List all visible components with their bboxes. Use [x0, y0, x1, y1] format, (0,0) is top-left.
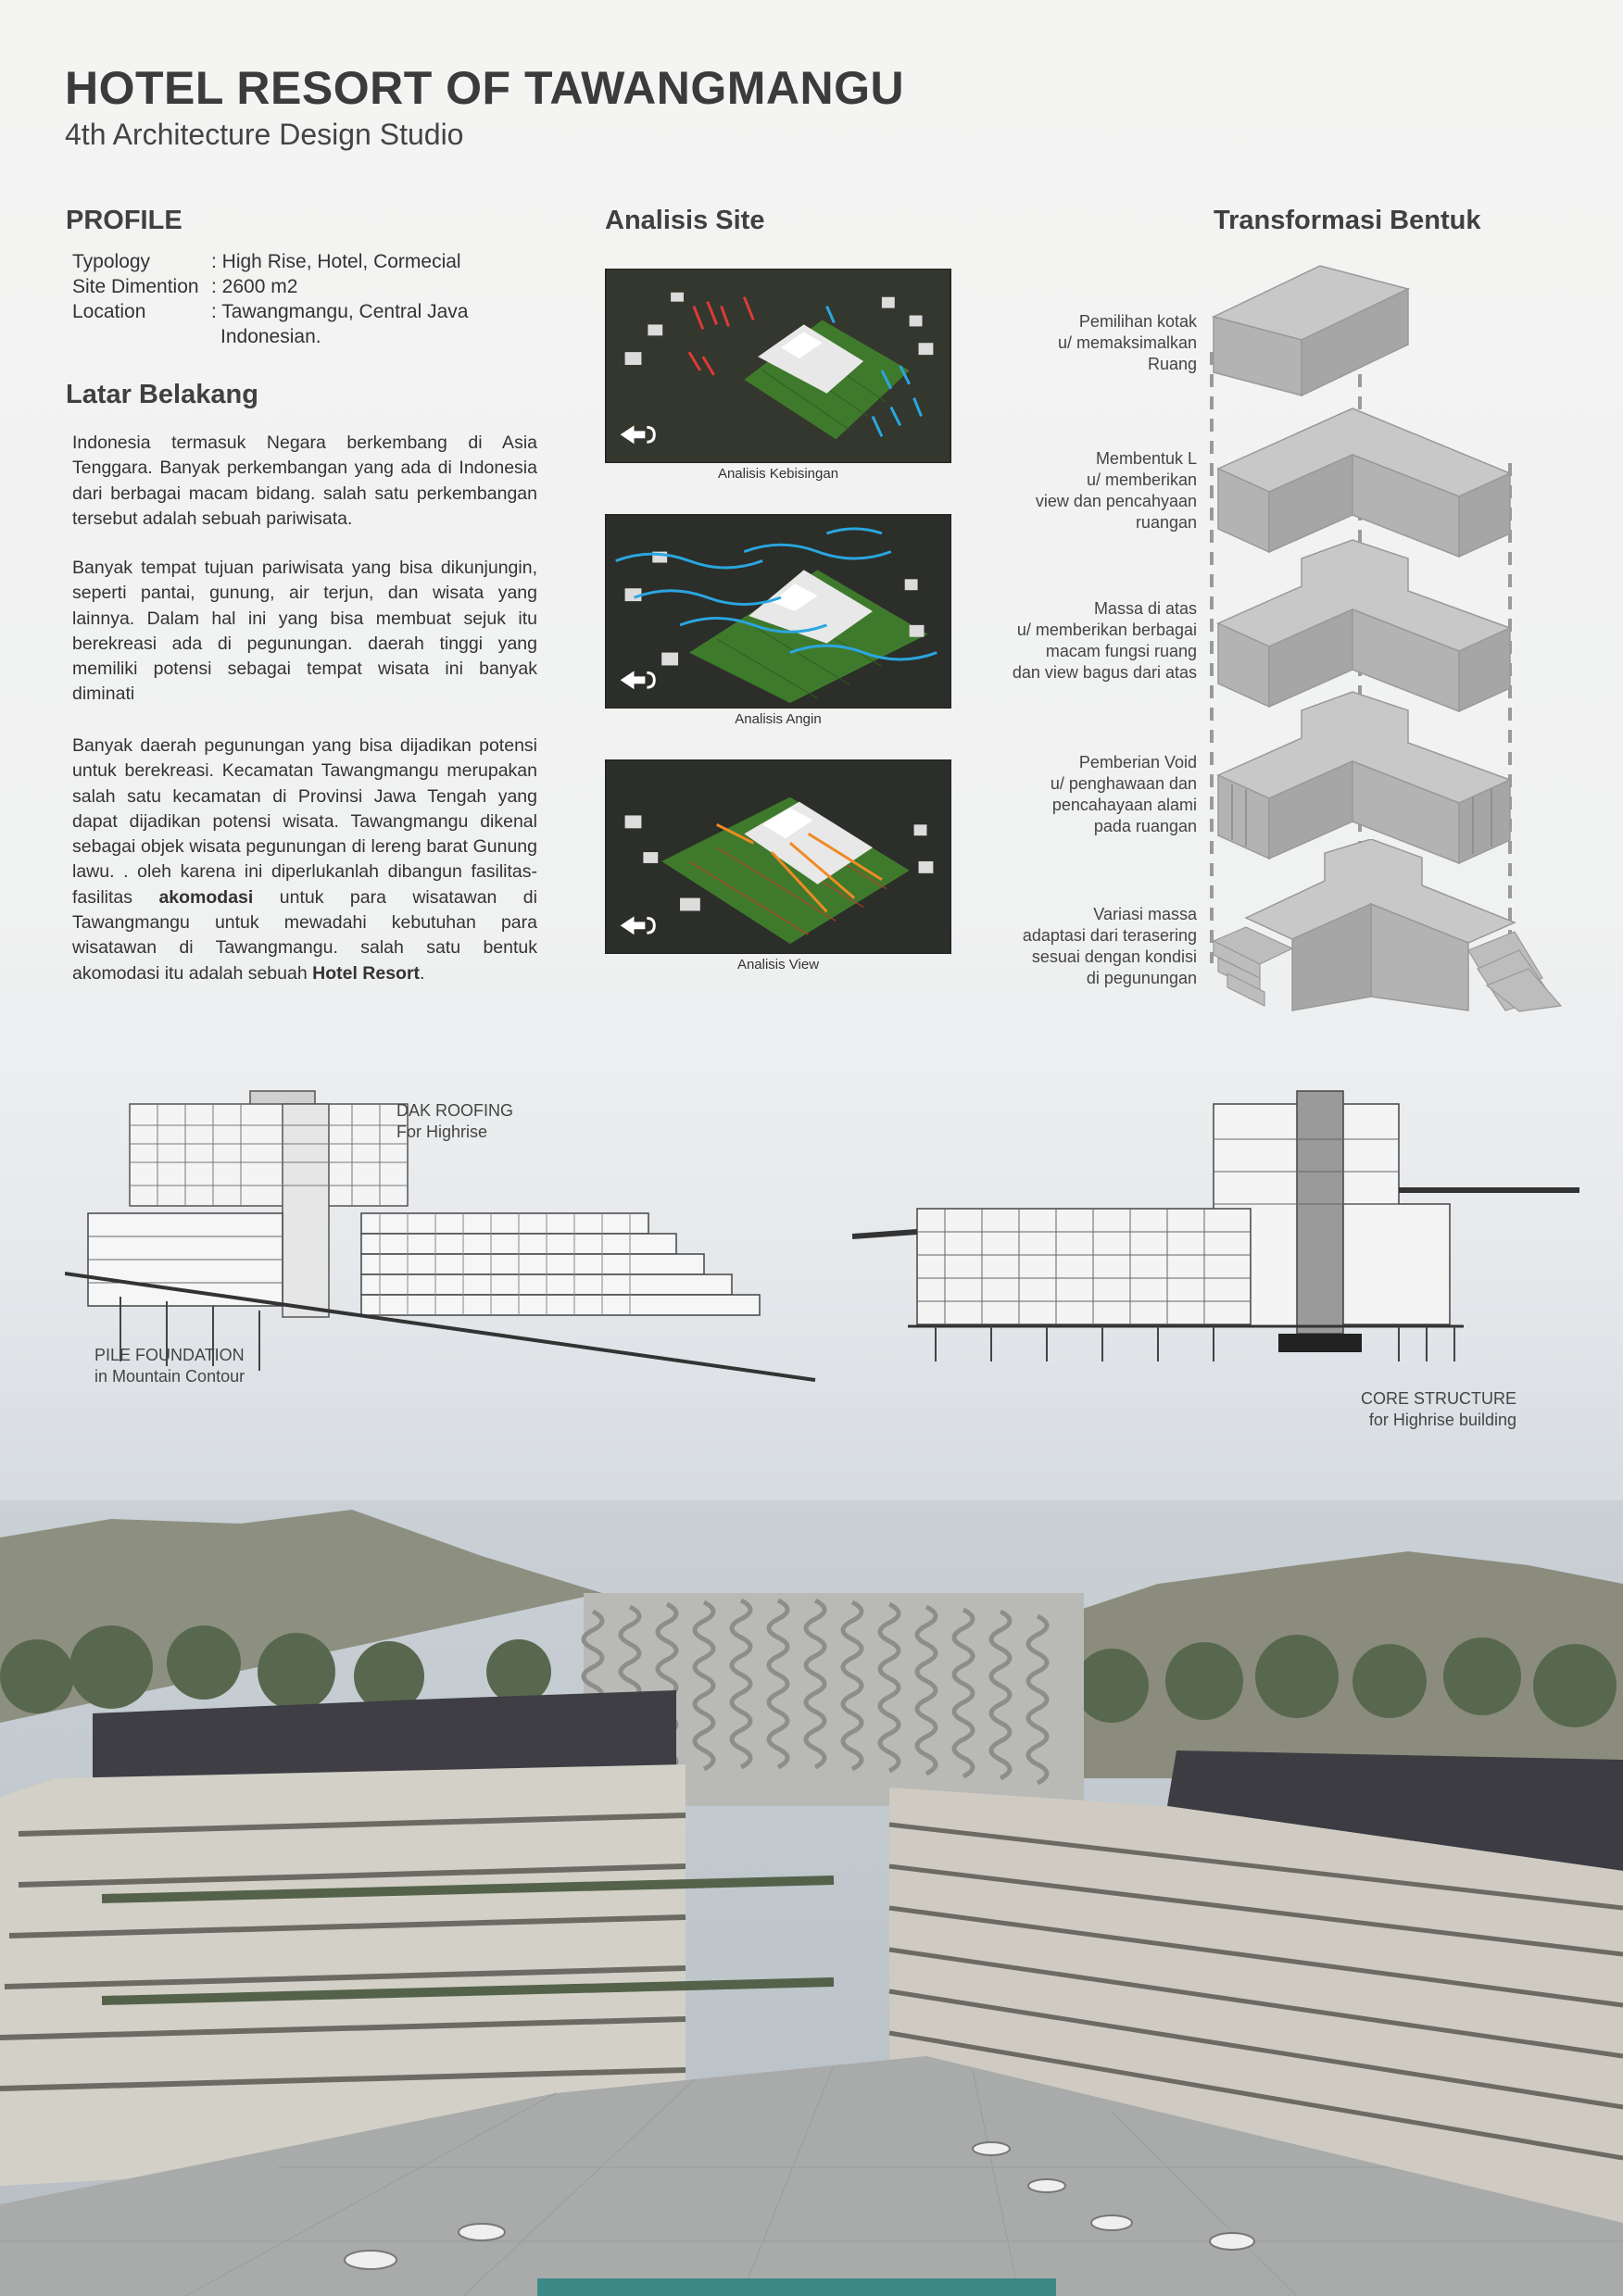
- transform-step-3-text: Massa di atas u/ memberikan berbagai macam fungsi ruang dan view bagus dari atas: [1012, 599, 1197, 682]
- section-right-drawing: [852, 1084, 1584, 1380]
- site-photo-view: [605, 759, 951, 954]
- profile-value: Indonesian.: [220, 326, 321, 347]
- transform-shape-box: [1209, 261, 1422, 400]
- site-photo-angin: [605, 514, 951, 709]
- bold-hotel-resort: Hotel Resort: [312, 962, 421, 984]
- profile-row-site: [72, 276, 297, 298]
- label-pile-foundation: PILE FOUNDATION in Mountain Contour: [94, 1346, 245, 1386]
- caption-angin: Analisis Angin: [735, 711, 822, 727]
- profile-heading: PROFILE: [66, 206, 182, 235]
- latar-belakang-heading: Latar Belakang: [66, 380, 258, 409]
- profile-value: : Tawangmangu, Central Java: [211, 301, 469, 322]
- transform-step-1-text: Pemilihan kotak u/ memaksimalkan Ruang: [1057, 312, 1197, 373]
- site-photo-kebisingan: [605, 269, 951, 463]
- profile-row-typology: [72, 251, 461, 273]
- label-dak-roofing: DAK ROOFING For Highrise: [396, 1101, 514, 1141]
- profile-value: : 2600 m2: [211, 276, 298, 297]
- page-subtitle: 4th Architecture Design Studio: [65, 118, 464, 151]
- paragraph-3: Banyak daerah pegunungan yang bisa dijadikan potensi untuk berekreasi. Kecamatan Tawangmangu merupakan salah satu kecamatan di Provinsi Jawa Tengah yang dapat dijadikan potensi wisata. Tawangmangu dikenal sebagai objek wisata pegunungan di lereng barat Gunung lawu. . oleh karena ini diperlukanlah dibangun fasilitas-fasilitas akomodasi untuk para wisatawan di Tawangmangu untuk mewadahi kebutuhan para wisatawan di Tawangmangu. salah satu bentuk akomodasi itu adalah sebuah Hotel Resort.: [72, 735, 537, 984]
- transform-step-2-text: Membentuk L u/ memberikan view dan pencahyaan ruangan: [1035, 449, 1197, 532]
- profile-label: Location: [72, 301, 146, 322]
- profile-row-location-2: [72, 326, 321, 348]
- transformasi-heading: Transformasi Bentuk: [1214, 206, 1481, 235]
- profile-row-location: [72, 301, 468, 323]
- paragraph-1: Indonesia termasuk Negara berkembang di Asia Tenggara. Banyak perkembangan yang ada di Indonesia dari berbagai macam bidang. salah satu perkembangan tersebut adalah sebuah pariwisata.: [72, 433, 537, 529]
- profile-value: : High Rise, Hotel, Cormecial: [211, 251, 461, 272]
- profile-label: Typology: [72, 251, 151, 272]
- label-core-structure: CORE STRUCTURE for Highrise building: [1360, 1389, 1516, 1429]
- hotel-render-image: [0, 1500, 1623, 2296]
- caption-view: Analisis View: [736, 957, 820, 972]
- profile-label: Site Dimention: [72, 276, 199, 297]
- caption-kebisingan: Analisis Kebisingan: [717, 466, 839, 482]
- paragraph-2: Banyak tempat tujuan pariwisata yang bisa dikunjungin, seperti pantai, gunung, air terjun, dan wisata yang lainnya. Dalam hal ini yang bisa membuat sejuk itu berekreasi ada di pegunungan. daerah tinggi yang memiliki potensi sebagai tempat wisata ini banyak diminati: [72, 558, 537, 705]
- page-title: HOTEL RESORT OF TAWANGMANGU: [65, 62, 905, 114]
- bold-akomodasi: akomodasi: [158, 886, 254, 908]
- transform-step-4-text: Pemberian Void u/ penghawaan dan pencahayaan alami pada ruangan: [1050, 753, 1197, 835]
- transform-shape-terrace: [1209, 839, 1566, 1015]
- transform-step-5-text: Variasi massa adaptasi dari terasering sesuai dengan kondisi di pegunungan: [1022, 905, 1197, 987]
- analisis-site-heading: Analisis Site: [605, 206, 765, 235]
